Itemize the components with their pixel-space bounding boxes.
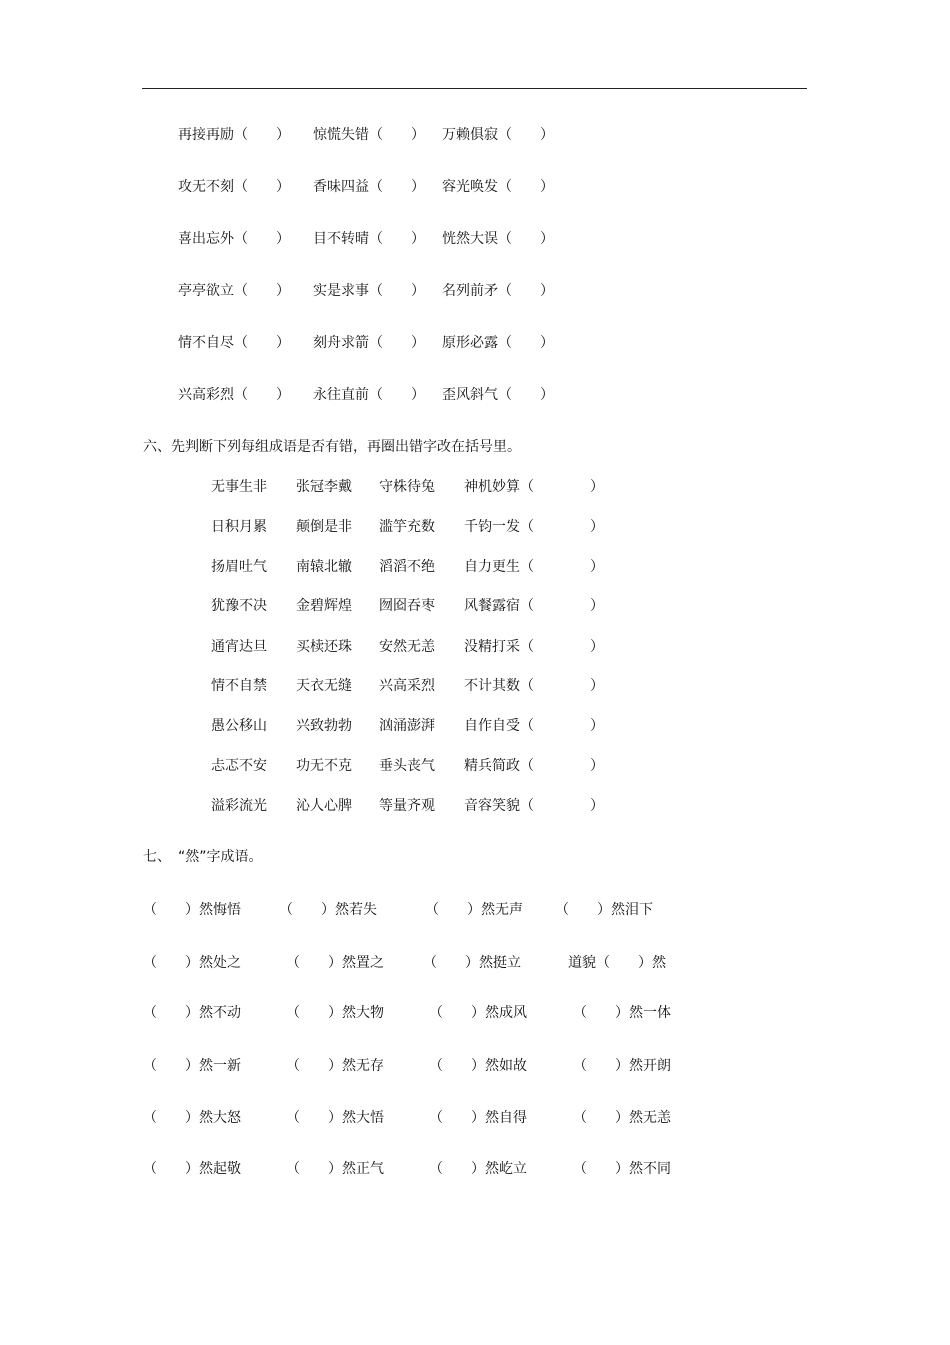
idiom-item: （ ）然一新 xyxy=(143,1058,241,1074)
idiom-item: 汹涌澎湃 xyxy=(379,718,435,734)
idiom-item: 音容笑貌（ ） xyxy=(464,798,604,814)
section6-heading: 六、先判断下列每组成语是否有错，再圈出错字改在括号里。 xyxy=(143,439,521,455)
idiom-item: （ ）然悔悟 xyxy=(143,902,241,918)
idiom-item: 安然无恙 xyxy=(379,639,435,655)
idiom-item: （ ）然如故 xyxy=(429,1058,527,1074)
idiom-item: 守株待兔 xyxy=(379,479,435,495)
idiom-item: 道貌（ ）然 xyxy=(568,955,666,971)
idiom-item: 买椟还珠 xyxy=(296,639,352,655)
idiom-item: 金碧辉煌 xyxy=(296,598,352,614)
idiom-item: 原形必露（ ） xyxy=(442,335,554,351)
idiom-item: （ ）然处之 xyxy=(143,955,241,971)
idiom-item: 神机妙算（ ） xyxy=(464,479,604,495)
idiom-item: （ ）然成风 xyxy=(429,1005,527,1021)
idiom-item: （ ）然置之 xyxy=(286,955,384,971)
idiom-item: 惊慌失错（ ） xyxy=(313,127,425,143)
idiom-item: 千钧一发（ ） xyxy=(464,519,604,535)
idiom-item: 攻无不刻（ ） xyxy=(178,179,290,195)
idiom-item: 囫囵吞枣 xyxy=(379,598,435,614)
idiom-item: 自力更生（ ） xyxy=(464,559,604,575)
idiom-item: 兴致勃勃 xyxy=(296,718,352,734)
idiom-item: （ ）然起敬 xyxy=(143,1161,241,1177)
idiom-item: 刻舟求箭（ ） xyxy=(313,335,425,351)
idiom-item: 名列前矛（ ） xyxy=(442,283,554,299)
idiom-item: 香味四益（ ） xyxy=(313,179,425,195)
idiom-item: 天衣无缝 xyxy=(296,678,352,694)
idiom-item: （ ）然一体 xyxy=(573,1005,671,1021)
idiom-item: 没精打采（ ） xyxy=(464,639,604,655)
idiom-item: 永往直前（ ） xyxy=(313,387,425,403)
idiom-item: 歪风斜气（ ） xyxy=(442,387,554,403)
idiom-item: （ ）然无恙 xyxy=(573,1110,671,1126)
idiom-item: 目不转晴（ ） xyxy=(313,231,425,247)
idiom-item: 风餐露宿（ ） xyxy=(464,598,604,614)
idiom-item: 南辕北辙 xyxy=(296,559,352,575)
idiom-item: 犹豫不决 xyxy=(211,598,267,614)
idiom-item: （ ）然泪下 xyxy=(555,902,653,918)
idiom-item: 情不自尽（ ） xyxy=(178,335,290,351)
idiom-item: 溢彩流光 xyxy=(211,798,267,814)
idiom-item: 沁人心脾 xyxy=(296,798,352,814)
idiom-item: （ ）然无声 xyxy=(425,902,523,918)
idiom-item: 通宵达旦 xyxy=(211,639,267,655)
idiom-item: 兴高采烈 xyxy=(379,678,435,694)
idiom-item: 再接再励（ ） xyxy=(178,127,290,143)
idiom-item: （ ）然挺立 xyxy=(423,955,521,971)
idiom-item: 情不自禁 xyxy=(211,678,267,694)
idiom-item: 愚公移山 xyxy=(211,718,267,734)
idiom-item: 自作自受（ ） xyxy=(464,718,604,734)
idiom-item: 精兵简政（ ） xyxy=(464,758,604,774)
idiom-item: （ ）然正气 xyxy=(286,1161,384,1177)
idiom-item: 功无不克 xyxy=(296,758,352,774)
idiom-item: 日积月累 xyxy=(211,519,267,535)
idiom-item: 恍然大误（ ） xyxy=(442,231,554,247)
idiom-item: （ ）然开朗 xyxy=(573,1058,671,1074)
section7-heading: 七、 “然”字成语。 xyxy=(143,849,263,865)
idiom-item: 颠倒是非 xyxy=(296,519,352,535)
idiom-item: 等量齐观 xyxy=(379,798,435,814)
idiom-item: 忐忑不安 xyxy=(211,758,267,774)
idiom-item: （ ）然屹立 xyxy=(429,1161,527,1177)
idiom-item: （ ）然自得 xyxy=(429,1110,527,1126)
idiom-item: 容光唤发（ ） xyxy=(442,179,554,195)
idiom-item: 张冠李戴 xyxy=(296,479,352,495)
idiom-item: 实是求事（ ） xyxy=(313,283,425,299)
idiom-item: （ ）然不动 xyxy=(143,1005,241,1021)
idiom-item: 滔滔不绝 xyxy=(379,559,435,575)
idiom-item: 亭亭欲立（ ） xyxy=(178,283,290,299)
idiom-item: 不计其数（ ） xyxy=(464,678,604,694)
idiom-item: （ ）然大物 xyxy=(286,1005,384,1021)
idiom-item: （ ）然大怒 xyxy=(143,1110,241,1126)
idiom-item: （ ）然若失 xyxy=(279,902,377,918)
idiom-item: 无事生非 xyxy=(211,479,267,495)
idiom-item: 兴高彩烈（ ） xyxy=(178,387,290,403)
idiom-item: 滥竽充数 xyxy=(379,519,435,535)
idiom-item: 垂头丧气 xyxy=(379,758,435,774)
idiom-item: 喜出忘外（ ） xyxy=(178,231,290,247)
idiom-item: 万赖俱寂（ ） xyxy=(442,127,554,143)
idiom-item: （ ）然不同 xyxy=(573,1161,671,1177)
idiom-item: （ ）然大悟 xyxy=(286,1110,384,1126)
idiom-item: （ ）然无存 xyxy=(286,1058,384,1074)
header-rule xyxy=(142,88,807,89)
idiom-item: 扬眉吐气 xyxy=(211,559,267,575)
